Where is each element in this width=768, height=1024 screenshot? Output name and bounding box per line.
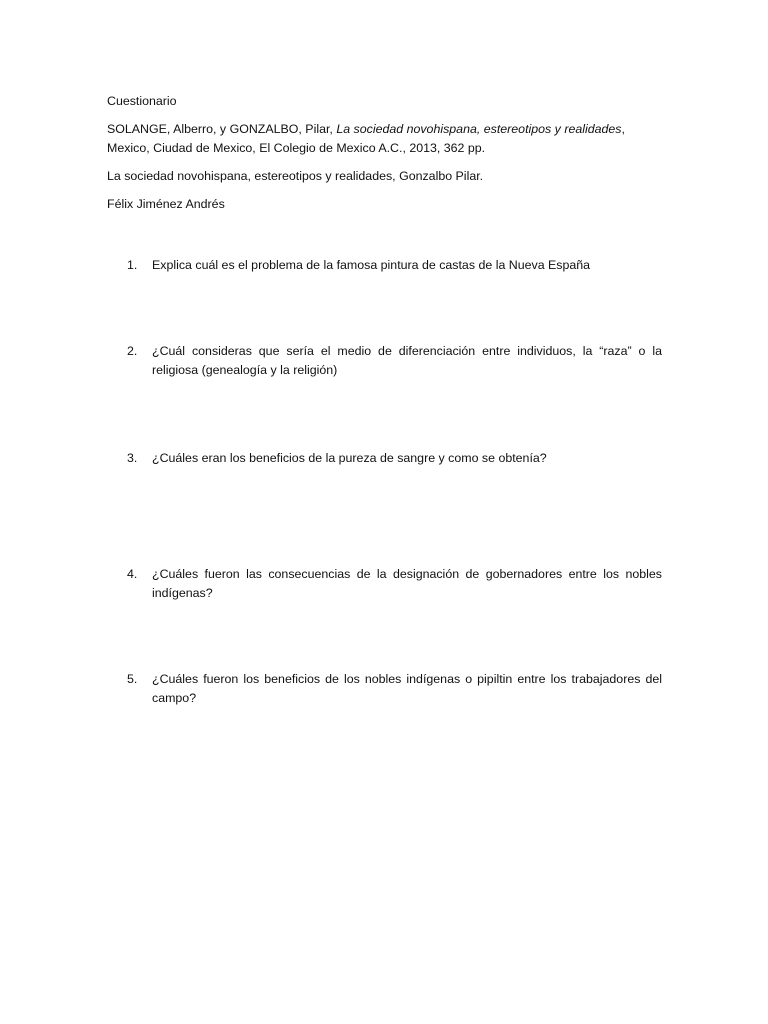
- question-number: 5.: [127, 672, 138, 686]
- student-name: Félix Jiménez Andrés: [107, 197, 225, 211]
- question-item: [127, 565, 662, 603]
- question-number: 2.: [127, 344, 138, 358]
- question-item: [127, 670, 662, 708]
- question-text: ¿Cuáles fueron las consecuencias de la designación de gobernadores entre los nobles indígenas?: [152, 567, 662, 600]
- document-title: Cuestionario: [107, 94, 177, 108]
- question-text: Explica cuál es el problema de la famosa pintura de castas de la Nueva España: [152, 258, 591, 272]
- question-text: ¿Cuáles fueron los beneficios de los nobles indígenas o pipiltin entre los trabajadores del campo?: [152, 672, 662, 705]
- reading-subtitle: La sociedad novohispana, estereotipos y realidades, Gonzalbo Pilar.: [107, 169, 484, 183]
- question-item: [127, 256, 662, 275]
- citation-book-title: La sociedad novohispana, estereotipos y realidades: [336, 122, 622, 136]
- question-number: 1.: [127, 258, 138, 272]
- question-text: ¿Cuál consideras que sería el medio de diferenciación entre individuos, la “raza” o la religiosa (genealogía y la religión): [152, 344, 662, 377]
- document-header: [107, 92, 667, 214]
- question-item: [127, 342, 662, 380]
- question-item: [127, 449, 662, 468]
- question-number: 3.: [127, 451, 138, 465]
- citation-authors: SOLANGE, Alberro, y GONZALBO, Pilar,: [107, 122, 337, 136]
- bibliographic-citation: [107, 120, 667, 158]
- question-number: 4.: [127, 567, 138, 581]
- citation-publication: , Mexico, Ciudad de Mexico, El Colegio de Mexico A.C., 2013, 362 pp.: [107, 122, 625, 155]
- question-text: ¿Cuáles eran los beneficios de la pureza de sangre y como se obtenía?: [152, 451, 547, 465]
